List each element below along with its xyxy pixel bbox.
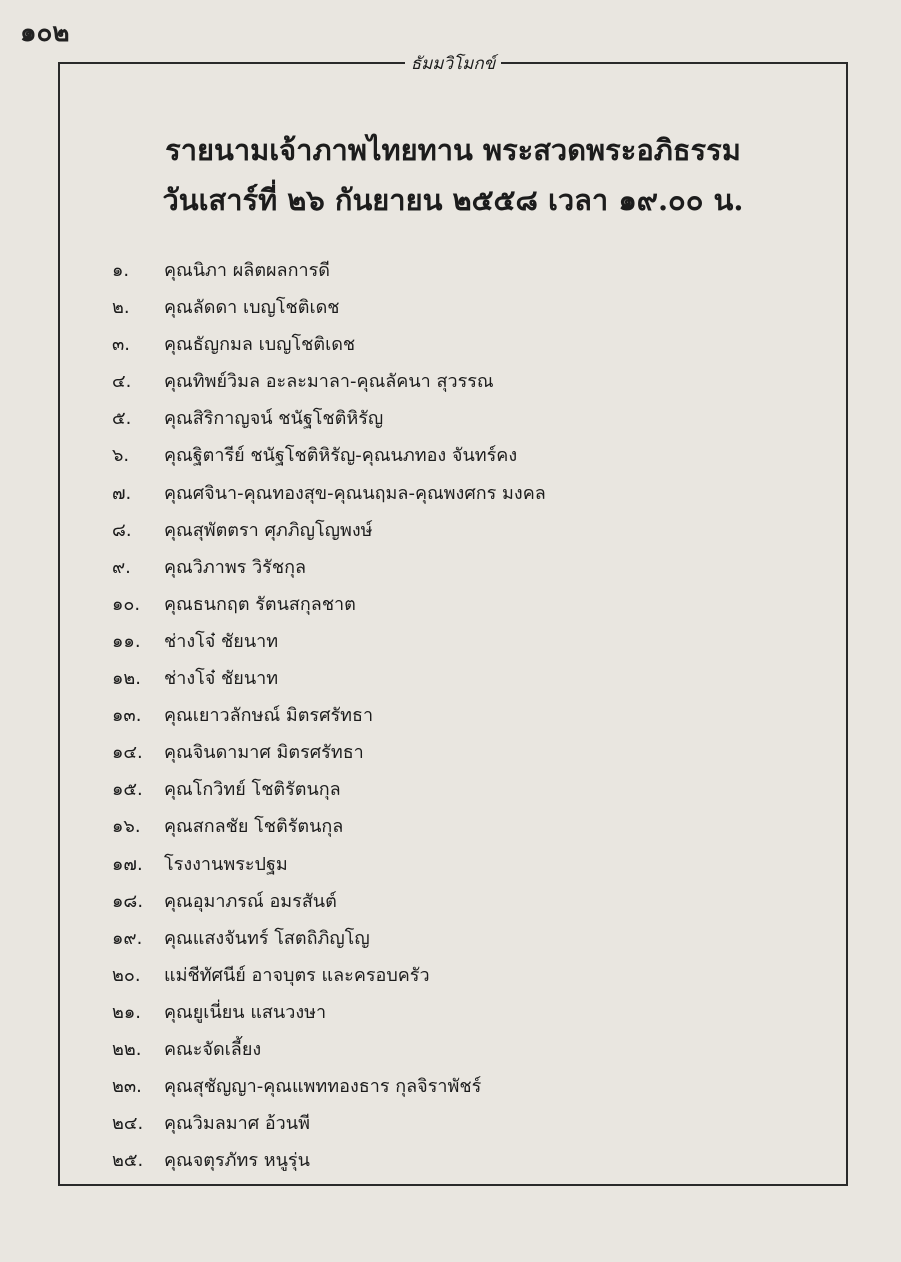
item-number: ๒๒. [112,1038,142,1060]
list-item [112,846,546,883]
item-name: แม่ชีทัศนีย์ อาจบุตร และครอบครัว [164,964,430,986]
list-item [112,808,546,845]
item-name: คุณทิพย์วิมล อะละมาลา-คุณลัคนา สุวรรณ [164,371,494,393]
item-number: ๒๔. [112,1113,144,1135]
list-item [112,994,546,1031]
list-item [112,957,546,994]
list-item [112,400,546,437]
item-name: ช่างโจ๋ ชัยนาท [164,668,279,690]
list-item [112,883,546,920]
item-name: คุณแสงจันทร์ โสตถิภิญโญ [164,927,370,949]
list-item [112,363,546,400]
item-name: คุณโกวิทย์ โชติรัตนกุล [164,779,341,801]
item-name: คณะจัดเลี้ยง [164,1038,262,1060]
item-number: ๑๑. [112,630,141,652]
item-number: ๖. [112,445,130,467]
list-item [112,734,546,771]
running-head [60,50,846,77]
item-name: คุณวิภาพร วิรัชกุล [164,556,306,578]
item-number: ๓. [112,334,131,356]
item-number: ๒๑. [112,1001,142,1023]
item-name: คุณวิมลมาศ อ้วนพี [164,1113,310,1135]
item-name: คุณสุชัญญา-คุณแพททองธาร กุลจิราพัชร์ [164,1076,482,1098]
host-name-list [112,252,546,1179]
item-number: ๒. [112,297,130,319]
item-name: คุณเยาวลักษณ์ มิตรศรัทธา [164,705,374,727]
list-item [112,437,546,474]
list-item [112,586,546,623]
item-number: ๑๕. [112,779,143,801]
page-title: รายนามเจ้าภาพไทยทาน พระสวดพระอภิธรรม [165,133,741,167]
list-item [112,920,546,957]
item-number: ๑๓. [112,705,142,727]
item-name: คุณศจินา-คุณทองสุข-คุณนฤมล-คุณพงศกร มงคล [164,482,546,504]
item-name: คุณลัดดา เบญโชติเดช [164,297,340,319]
item-name: คุณนิภา ผลิตผลการดี [164,260,330,281]
item-name: คุณสิริกาญจน์ ชนัฐโชติหิรัญ [164,408,384,430]
content-frame [58,54,848,1186]
list-item [112,1142,546,1179]
item-number: ๕. [112,408,132,430]
item-number: ๑๐. [112,593,141,615]
item-name: คุณสกลชัย โชติรัตนกุล [164,816,344,838]
item-number: ๒๕. [112,1150,144,1172]
item-name: ช่างโจ๋ ชัยนาท [164,630,279,652]
item-number: ๑๖. [112,816,141,838]
page-subtitle: วันเสาร์ที่ ๒๖ กันยายน ๒๕๕๘ เวลา ๑๙.๐๐ น. [162,183,744,217]
item-name: คุณจตุรภัทร หนูรุ่น [164,1150,310,1172]
list-item [112,697,546,734]
item-name: คุณธนกฤต รัตนสกุลชาต [164,593,356,615]
list-item [112,1031,546,1068]
item-number: ๑๒. [112,668,142,690]
list-item [112,771,546,808]
list-item [112,252,546,289]
item-number: ๗. [112,482,132,504]
list-item [112,623,546,660]
item-name: คุณอุมาภรณ์ อมรสันต์ [164,890,337,912]
item-name: คุณยูเนี่ยน แสนวงษา [164,1001,327,1023]
list-item [112,1105,546,1142]
list-item [112,660,546,697]
list-item [112,512,546,549]
list-item [112,475,546,512]
item-number: ๔. [112,371,132,393]
running-head-text: ธัมมวิโมกข์ [405,54,502,74]
item-number: ๒๐. [112,964,141,986]
item-name: คุณธัญกมล เบญโชติเดช [164,334,356,356]
item-number: ๑. [112,260,130,281]
list-item [112,326,546,363]
page-number: ๑๐๒ [20,18,70,48]
item-number: ๑๙. [112,927,143,949]
item-name: คุณฐิตารีย์ ชนัฐโชติหิรัญ-คุณนภทอง จันทร์คง [164,445,518,467]
list-item [112,549,546,586]
item-number: ๑๔. [112,742,143,764]
item-number: ๘. [112,519,132,541]
item-number: ๑๗. [112,853,143,875]
list-item [112,1068,546,1105]
item-number: ๒๓. [112,1076,142,1098]
item-number: ๙. [112,556,131,578]
item-name: คุณจินดามาศ มิตรศรัทธา [164,742,364,764]
item-name: คุณสุพัตตรา ศุภภิญโญพงษ์ [164,519,373,541]
item-name: โรงงานพระปฐม [164,853,288,875]
item-number: ๑๘. [112,890,144,912]
list-item [112,289,546,326]
